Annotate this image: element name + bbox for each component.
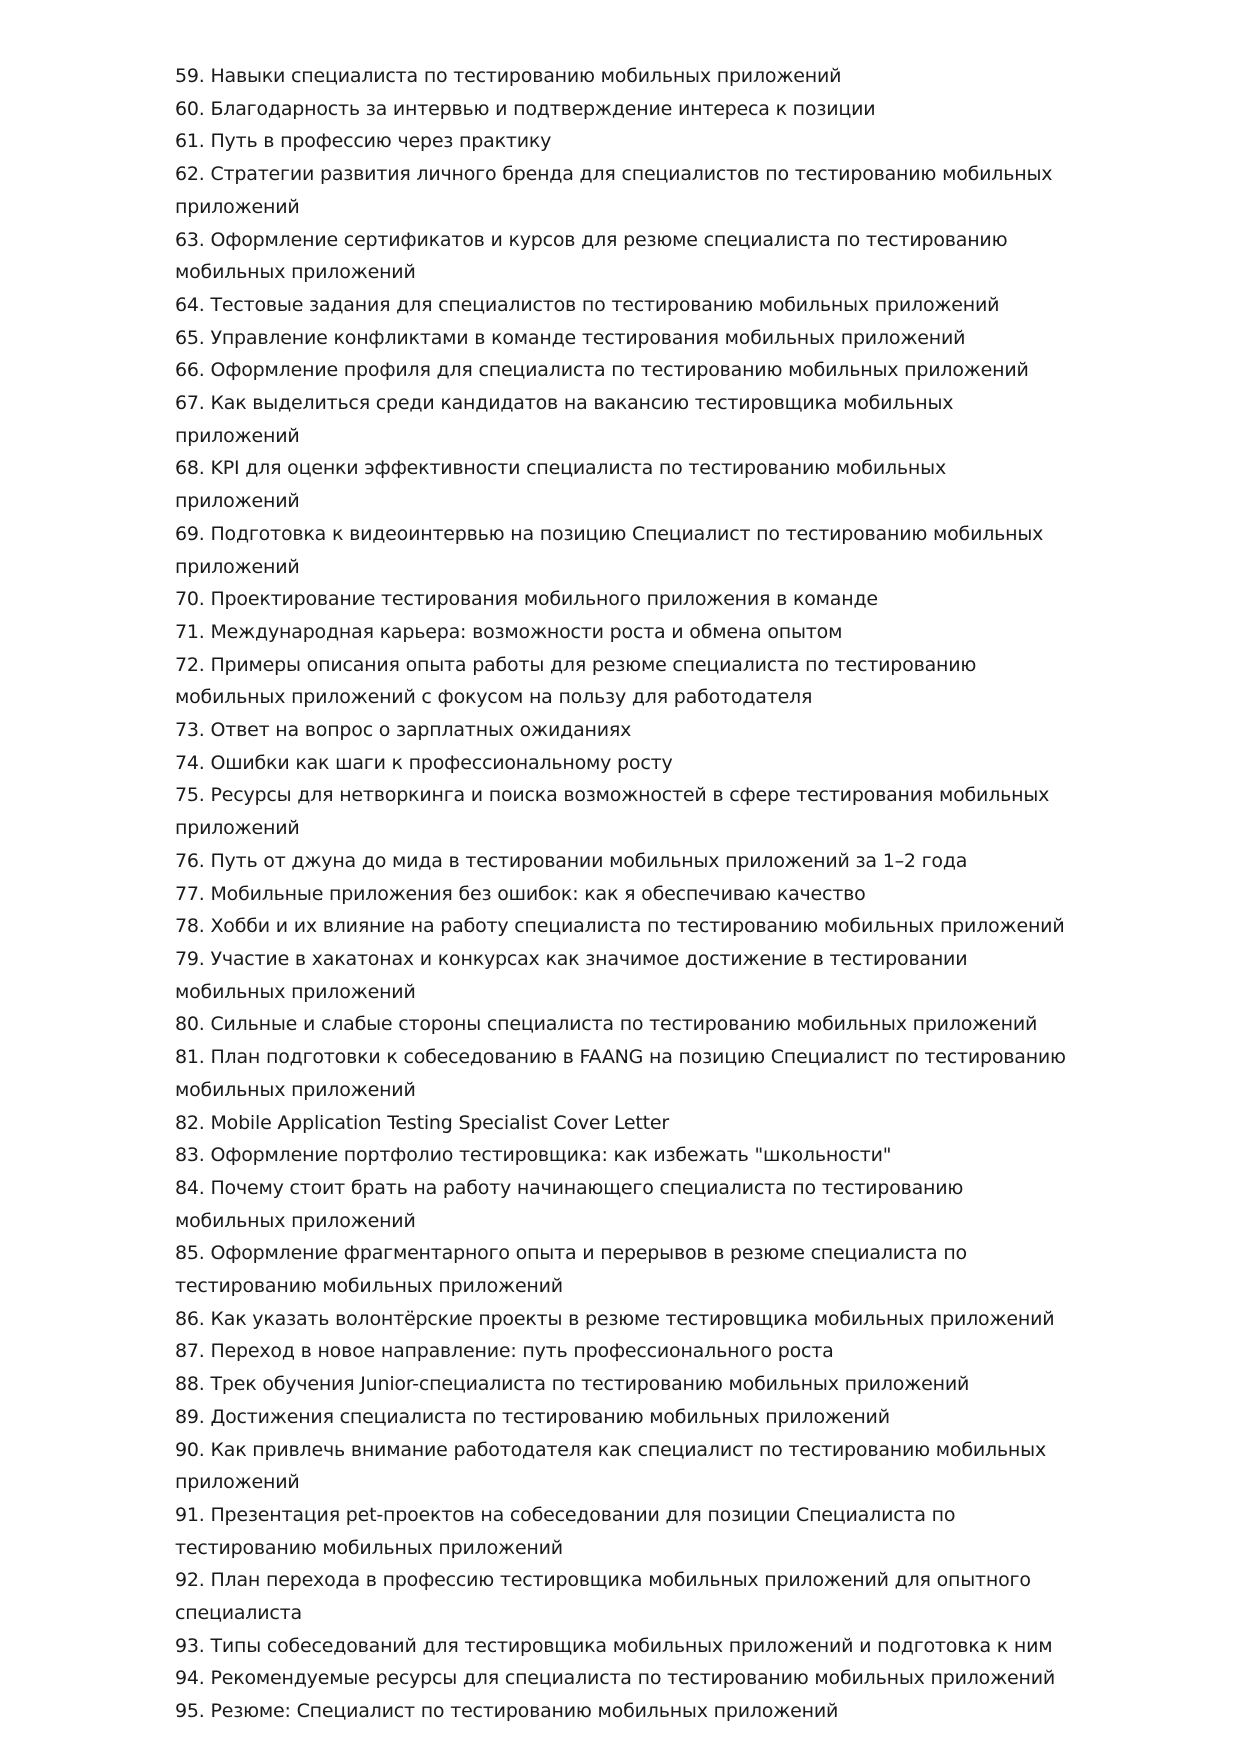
list-item: 89. Достижения специалиста по тестированию мобильных приложений: [175, 1405, 890, 1428]
list-item: 76. Путь от джуна до мида в тестировании мобильных приложений за 1–2 года: [175, 849, 968, 872]
list-item: 85. Оформление фрагментарного опыта и перерывов в резюме специалиста по тестированию мобильных приложений: [175, 1242, 967, 1298]
list-item: 68. KPI для оценки эффективности специалиста по тестированию мобильных приложений: [175, 457, 946, 513]
list-item: 60. Благодарность за интервью и подтверждение интереса к позиции: [175, 97, 876, 120]
list-item: 66. Оформление профиля для специалиста по тестированию мобильных приложений: [175, 359, 1029, 382]
list-item: 79. Участие в хакатонах и конкурсах как значимое достижение в тестировании мобильных приложений: [175, 947, 968, 1003]
list-item: 84. Почему стоит брать на работу начинающего специалиста по тестированию мобильных приложений: [175, 1176, 964, 1232]
topic-list: [175, 60, 1075, 1728]
list-item: 81. План подготовки к собеседованию в FAANG на позицию Специалист по тестированию мобильных приложений: [175, 1046, 1066, 1101]
list-item: 65. Управление конфликтами в команде тестирования мобильных приложений: [175, 326, 966, 349]
list-item: 63. Оформление сертификатов и курсов для резюме специалиста по тестированию мобильных приложений: [175, 228, 1008, 284]
list-item: 86. Как указать волонтёрские проекты в резюме тестировщика мобильных приложений: [175, 1307, 1055, 1330]
list-item: 80. Сильные и слабые стороны специалиста по тестированию мобильных приложений: [175, 1013, 1038, 1036]
list-item: 75. Ресурсы для нетворкинга и поиска возможностей в сфере тестирования мобильных приложений: [175, 784, 1050, 840]
list-item: 67. Как выделиться среди кандидатов на вакансию тестировщика мобильных приложений: [175, 392, 954, 447]
list-item: 74. Ошибки как шаги к профессиональному росту: [175, 751, 673, 774]
list-item: 64. Тестовые задания для специалистов по тестированию мобильных приложений: [175, 293, 1000, 316]
list-item: 92. План перехода в профессию тестировщика мобильных приложений для опытного специалиста: [175, 1569, 1031, 1625]
list-item: 95. Резюме: Специалист по тестированию мобильных приложений: [175, 1700, 839, 1723]
list-item: 87. Переход в новое направление: путь профессионального роста: [175, 1340, 834, 1363]
list-item: 77. Мобильные приложения без ошибок: как я обеспечиваю качество: [175, 882, 866, 905]
list-item: 78. Хобби и их влияние на работу специалиста по тестированию мобильных приложений: [175, 915, 1065, 938]
list-item: 59. Навыки специалиста по тестированию мобильных приложений: [175, 65, 842, 87]
list-item: 61. Путь в профессию через практику: [175, 130, 552, 153]
list-item: 73. Ответ на вопрос о зарплатных ожиданиях: [175, 719, 632, 742]
list-item: 69. Подготовка к видеоинтервью на позицию Специалист по тестированию мобильных приложений: [175, 522, 1044, 578]
list-item: 91. Презентация pet-проектов на собеседовании для позиции Специалиста по тестированию мобильных приложений: [175, 1503, 956, 1559]
list-item: 70. Проектирование тестирования мобильного приложения в команде: [175, 588, 878, 611]
list-item: 82. Mobile Application Testing Specialist Cover Letter: [175, 1111, 669, 1134]
list-item: 90. Как привлечь внимание работодателя как специалист по тестированию мобильных приложений: [175, 1438, 1046, 1494]
list-item: 83. Оформление портфолио тестировщика: как избежать "школьности": [175, 1144, 892, 1167]
list-item: 71. Международная карьера: возможности роста и обмена опытом: [175, 620, 843, 643]
list-item: 72. Примеры описания опыта работы для резюме специалиста по тестированию мобильных приложений с фокусом на пользу для работодателя: [175, 653, 977, 709]
list-item: 62. Стратегии развития личного бренда для специалистов по тестированию мобильных приложений: [175, 163, 1053, 218]
list-item: 93. Типы собеседований для тестировщика мобильных приложений и подготовка к ним: [175, 1634, 1053, 1657]
list-item: 94. Рекомендуемые ресурсы для специалиста по тестированию мобильных приложений: [175, 1667, 1056, 1690]
document-page: [175, 60, 1075, 1728]
list-item: 88. Трек обучения Junior-специалиста по тестированию мобильных приложений: [175, 1373, 970, 1396]
